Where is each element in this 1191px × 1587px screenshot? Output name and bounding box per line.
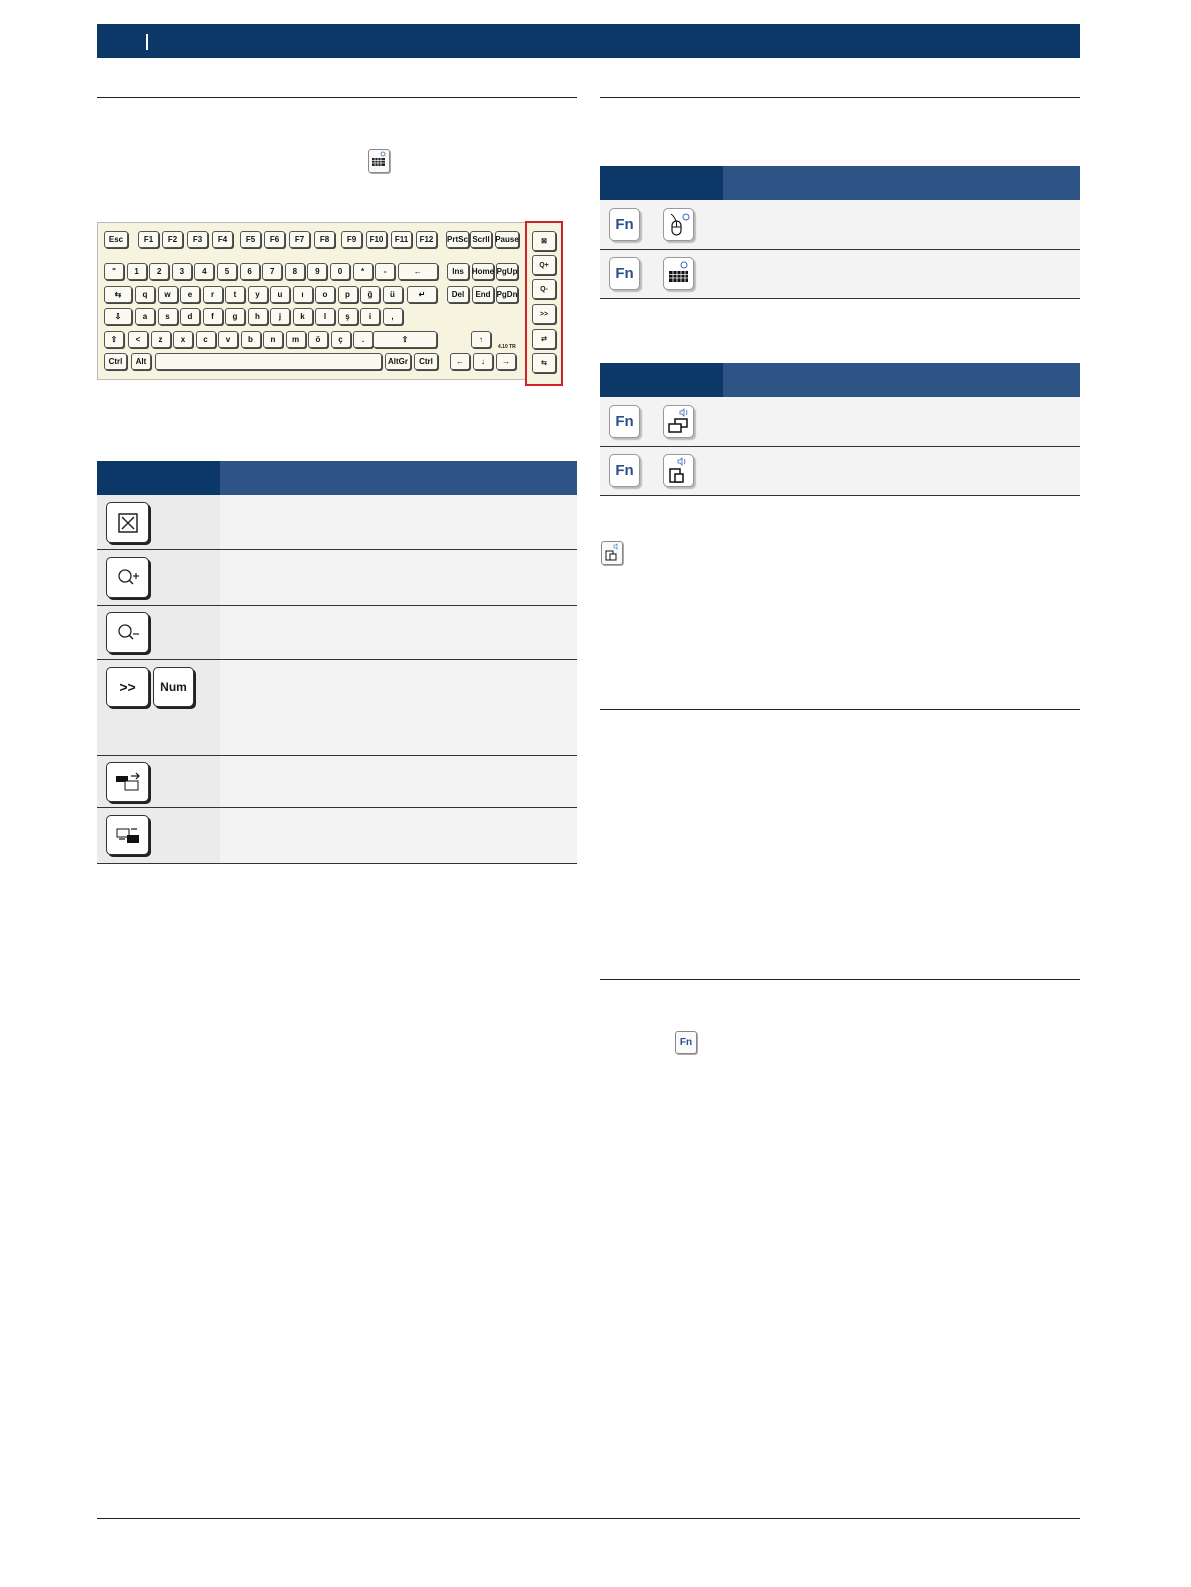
special-key-zoom-out: Q- [532,279,556,299]
display-switch-icon [663,405,694,438]
key-8: F8 [314,231,335,248]
keyboard-icon [663,257,694,290]
z-row-key: ⇧ [104,331,124,348]
q-row-key: t [225,286,245,303]
q-row-key: o [315,286,335,303]
number-row-key: 5 [217,263,237,280]
table-row [600,200,1080,250]
mouse-icon [663,208,694,241]
z-row-key: ç [331,331,351,348]
bottom-row-key: Alt [131,353,151,370]
special-key-zoom-in: Q+ [532,255,556,275]
arrow-up-key: ↑ [471,331,491,348]
z-row-key: . [353,331,373,348]
a-row-key: , [383,308,403,325]
z-row-key: m [286,331,306,348]
number-row-key: ← [398,263,438,280]
table-row [97,660,577,756]
special-key-forward: >> [532,304,556,324]
arrow-right-key: → [496,353,516,370]
q-row-key: ı [293,286,313,303]
a-row-key: f [203,308,223,325]
number-row-key: * [353,263,373,280]
key-10: F10 [366,231,387,248]
table-row [97,808,577,864]
a-row-key: a [135,308,155,325]
nav-key: PgDn [496,286,518,303]
a-row-key: s [158,308,178,325]
key-11: F11 [391,231,412,248]
key-15: Pause [495,231,519,248]
right-table-2-header [600,363,1080,397]
fn-key-icon: Fn [609,454,640,487]
table-row [600,397,1080,447]
z-row-key: x [173,331,193,348]
num-key-icon: Num [153,667,194,707]
nav-key: End [472,286,494,303]
z-row-key: v [218,331,238,348]
a-row-key: k [293,308,313,325]
key-14: Scrll [470,231,492,248]
on-screen-keyboard [97,222,527,380]
a-row-key: ş [338,308,358,325]
nav-key: PgUp [496,263,518,280]
key-7: F7 [289,231,310,248]
nav-key: Home [472,263,494,280]
q-row-key: y [248,286,268,303]
special-keys-highlight [525,221,563,386]
virtual-keyboard-icon [368,149,390,173]
key-13: PrtSc [446,231,469,248]
a-row-key: h [248,308,268,325]
bottom-row-key: Ctrl [414,353,438,370]
left-table-header [97,461,577,495]
header-separator [146,34,148,50]
nav-key: Del [447,286,469,303]
table-row [97,606,577,660]
number-row-key: 0 [330,263,350,280]
footer-divider [97,1518,1080,1519]
window-switch-back-icon [106,815,149,855]
number-row-key: - [375,263,395,280]
display-mirror-icon [663,454,694,487]
number-row-key: 4 [194,263,214,280]
q-row-key: u [270,286,290,303]
z-row-key: ö [308,331,328,348]
a-row-key: i [360,308,380,325]
display-mirror-small-icon [601,541,623,565]
z-row-key: b [241,331,261,348]
forward-key-icon: >> [106,667,149,707]
number-row-key: 7 [262,263,282,280]
section-divider [600,97,1080,98]
number-row-key: 1 [127,263,147,280]
section-divider [600,709,1080,710]
fn-key-icon: Fn [609,405,640,438]
special-key-close: ⊠ [532,231,556,251]
fn-key-icon: Fn [609,257,640,290]
a-row-key: g [225,308,245,325]
key-1: F1 [138,231,159,248]
key-4: F4 [212,231,233,248]
right-table-2-header-key-col [600,363,723,397]
key-5: F5 [240,231,261,248]
table-row [600,250,1080,299]
bottom-row-key: AltGr [385,353,411,370]
left-table-header-key-col [97,461,220,495]
arrow-left-key: ← [450,353,470,370]
z-row-key: n [263,331,283,348]
number-row-key: 2 [149,263,169,280]
arrow-down-key: ↓ [473,353,493,370]
q-row-key: ⇆ [104,286,132,303]
fn-key-icon: Fn [609,208,640,241]
number-row-key: 9 [307,263,327,280]
bottom-row-key: Ctrl [104,353,127,370]
table-row [97,495,577,550]
q-row-key: ↵ [407,286,437,303]
table-row [600,447,1080,496]
key-12: F12 [416,231,437,248]
right-table-1-header [600,166,1080,200]
z-row-key: z [151,331,171,348]
key-2: F2 [162,231,183,248]
q-row-key: w [158,286,178,303]
q-row-key: q [135,286,155,303]
key-0: Esc [104,231,128,248]
page-header-bar [97,24,1080,58]
number-row-key: 6 [240,263,260,280]
z-row-key: ⇧ [373,331,437,348]
close-window-key-icon [106,502,149,543]
zoom-out-key-icon [106,612,149,653]
section-divider [600,979,1080,980]
q-row-key: r [203,286,223,303]
table-row [97,550,577,606]
key-3: F3 [187,231,208,248]
q-row-key: ü [383,286,403,303]
q-row-key: e [180,286,200,303]
z-row-key: c [196,331,216,348]
special-key-window-prev: ⇆ [532,353,556,373]
key-6: F6 [264,231,285,248]
zoom-in-key-icon [106,557,149,598]
key-9: F9 [341,231,362,248]
keyboard-version-label: 4.10 TR [498,344,516,350]
z-row-key: < [128,331,148,348]
a-row-key: l [315,308,335,325]
right-table-1-header-key-col [600,166,723,200]
nav-key: Ins [447,263,469,280]
a-row-key: d [180,308,200,325]
number-row-key: 3 [172,263,192,280]
fn-key-small-icon: Fn [675,1031,697,1054]
q-row-key: ğ [360,286,380,303]
a-row-key: j [270,308,290,325]
special-key-window-next: ⇄ [532,329,556,349]
bottom-row-key [155,353,382,370]
q-row-key: p [338,286,358,303]
section-divider [97,97,577,98]
number-row-key: " [104,263,124,280]
number-row-key: 8 [285,263,305,280]
window-switch-forward-icon [106,762,149,802]
table-row [97,756,577,808]
a-row-key: ⇩ [104,308,132,325]
